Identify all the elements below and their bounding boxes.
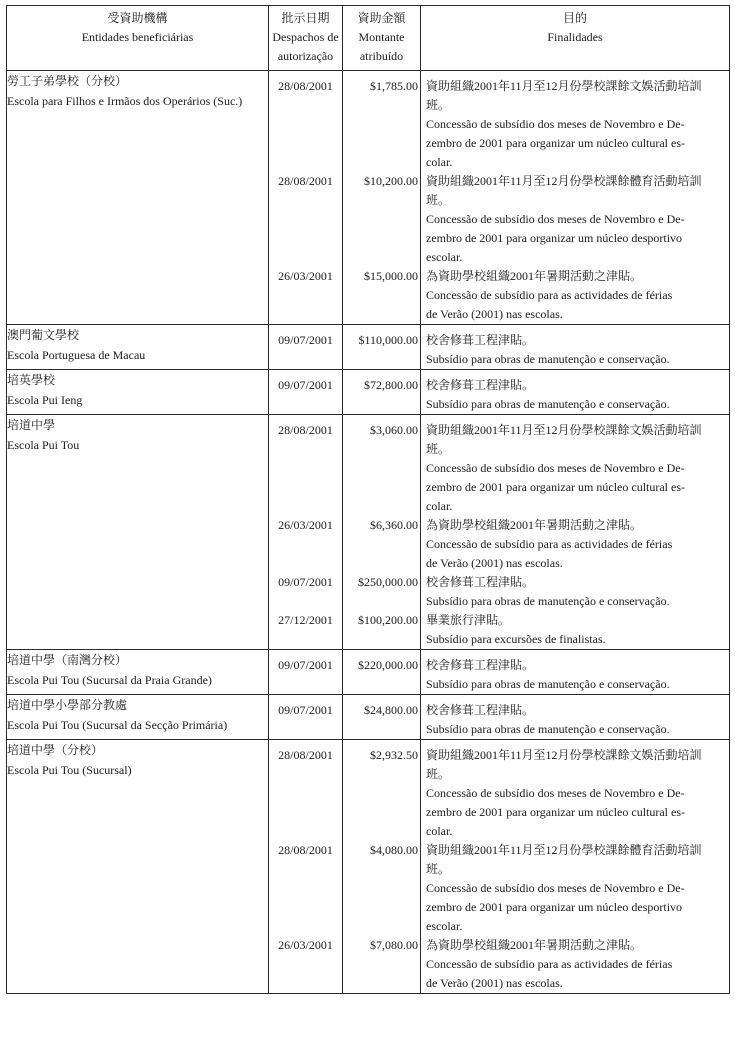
purpose-line: 資助組織2001年11月至12月份學校課餘文娛活動培訓 (426, 748, 702, 762)
grant-date: 09/07/2001 (278, 575, 333, 589)
header-purpose (421, 6, 730, 71)
grant-date: 09/07/2001 (278, 333, 333, 347)
table-row (7, 740, 730, 994)
grant-date: 09/07/2001 (278, 378, 333, 392)
purpose-line: 班。 (426, 767, 451, 781)
grant-date: 26/03/2001 (278, 269, 333, 283)
grant-purpose (421, 421, 729, 516)
entity-name-zh: 培道中學（南灣分校） (7, 653, 128, 667)
entity-name-pt: Escola Pui Tou (7, 438, 80, 452)
purpose-line: 為資助學校組織2001年暑期活動之津貼。 (426, 269, 643, 283)
purpose-line: Subsídio para obras de manutenção e conservação. (426, 594, 670, 608)
purpose-line: Subsídio para excursões de finalistas. (426, 632, 606, 646)
purpose-cell (421, 325, 730, 370)
grant-amount: $72,800.00 (364, 378, 418, 392)
purpose-line: 校舍修葺工程津貼。 (426, 658, 535, 672)
entity-cell (7, 71, 269, 325)
entity-cell (7, 325, 269, 370)
grant-purpose (421, 77, 729, 172)
purpose-line: zembro de 2001 para organizar um núcleo desportivo (426, 231, 683, 245)
purpose-line: de Verão (2001) nas escolas. (426, 307, 563, 321)
purpose-line: de Verão (2001) nas escolas. (426, 976, 563, 990)
grant-amount: $250,000.00 (358, 575, 418, 589)
date-cell (269, 650, 343, 695)
purpose-cell (421, 370, 730, 415)
entity-name-pt: Escola Portuguesa de Macau (7, 348, 146, 362)
table-row (7, 325, 730, 370)
grant-date: 28/08/2001 (278, 748, 333, 762)
date-cell (269, 370, 343, 415)
table-row (7, 71, 730, 325)
purpose-line: 資助組織2001年11月至12月份學校課餘體育活動培訓 (426, 174, 702, 188)
purpose-line: zembro de 2001 para organizar um núcleo cultural es- (426, 480, 686, 494)
grant-amount: $100,200.00 (358, 613, 418, 627)
amount-cell (343, 740, 421, 994)
entity-name-zh: 培英學校 (7, 373, 56, 387)
purpose-cell (421, 71, 730, 325)
amount-cell (343, 325, 421, 370)
purpose-line: 班。 (426, 193, 451, 207)
purpose-line: Subsídio para obras de manutenção e conservação. (426, 352, 670, 366)
purpose-line: Concessão de subsídio para as actividades de férias (426, 957, 673, 971)
entity-name-zh: 勞工子弟學校（分校） (7, 74, 128, 88)
header-amount (343, 6, 421, 71)
entity-cell (7, 415, 269, 650)
table-row (7, 650, 730, 695)
purpose-line: 資助組織2001年11月至12月份學校課餘體育活動培訓 (426, 843, 702, 857)
grant-amount: $6,360.00 (370, 518, 418, 532)
grant-date: 28/08/2001 (278, 79, 333, 93)
amount-cell (343, 370, 421, 415)
header-date (269, 6, 343, 71)
grant-date: 26/03/2001 (278, 518, 333, 532)
entity-cell (7, 740, 269, 994)
header-date-zh: 批示日期 (281, 11, 330, 25)
purpose-line: 校舍修葺工程津貼。 (426, 333, 535, 347)
purpose-line: Subsídio para obras de manutenção e conservação. (426, 722, 670, 736)
grant-purpose (421, 841, 729, 936)
grant-purpose (421, 573, 729, 611)
purpose-cell (421, 650, 730, 695)
grant-amount: $4,080.00 (370, 843, 418, 857)
header-amount-pt-line: atribuído (359, 49, 404, 63)
date-cell (269, 695, 343, 740)
entity-name-pt: Escola Pui Tou (Sucursal da Secção Primária) (7, 718, 228, 732)
grant-purpose (421, 936, 729, 993)
table-body (7, 71, 730, 994)
grant-date: 28/08/2001 (278, 843, 333, 857)
purpose-line: colar. (426, 824, 453, 838)
amount-cell (343, 695, 421, 740)
purpose-line: escolar. (426, 919, 463, 933)
grant-date: 09/07/2001 (278, 658, 333, 672)
grant-purpose (421, 701, 729, 739)
header-amount-zh: 資助金額 (357, 11, 406, 25)
purpose-line: 班。 (426, 98, 451, 112)
entity-name-zh: 澳門葡文學校 (7, 328, 80, 342)
grant-amount: $2,932.50 (370, 748, 418, 762)
header-date-pt-line: autorização (277, 49, 334, 63)
entity-name-pt: Escola para Filhos e Irmãos dos Operários (Suc.) (7, 94, 243, 108)
grant-date: 09/07/2001 (278, 703, 333, 717)
purpose-line: Concessão de subsídio dos meses de Novembro e De- (426, 117, 685, 131)
grant-date: 28/08/2001 (278, 174, 333, 188)
grant-purpose (421, 172, 729, 267)
date-cell (269, 415, 343, 650)
entity-name-pt: Escola Pui Ieng (7, 393, 83, 407)
purpose-cell (421, 695, 730, 740)
purpose-line: 為資助學校組織2001年暑期活動之津貼。 (426, 518, 643, 532)
grant-purpose (421, 376, 729, 414)
entity-name-pt: Escola Pui Tou (Sucursal) (7, 763, 132, 777)
purpose-cell (421, 415, 730, 650)
purpose-line: Concessão de subsídio dos meses de Novembro e De- (426, 786, 685, 800)
grant-purpose (421, 331, 729, 369)
header-date-pt-line: Despachos de (272, 30, 339, 44)
header-entity-pt: Entidades beneficiárias (81, 30, 194, 44)
table-header (7, 6, 730, 71)
purpose-line: 資助組織2001年11月至12月份學校課餘文娛活動培訓 (426, 423, 702, 437)
date-cell (269, 71, 343, 325)
purpose-line: 校舍修葺工程津貼。 (426, 575, 535, 589)
entity-name-zh: 培道中學小學部分教處 (7, 698, 128, 712)
grant-amount: $10,200.00 (364, 174, 418, 188)
grant-purpose (421, 746, 729, 841)
purpose-line: Concessão de subsídio dos meses de Novembro e De- (426, 461, 685, 475)
grant-purpose (421, 656, 729, 694)
purpose-line: 校舍修葺工程津貼。 (426, 703, 535, 717)
entity-cell (7, 370, 269, 415)
amount-cell (343, 650, 421, 695)
header-entity-zh: 受資助機構 (107, 11, 168, 25)
table-row (7, 415, 730, 650)
purpose-cell (421, 740, 730, 994)
grant-date: 26/03/2001 (278, 938, 333, 952)
grants-table (6, 5, 730, 994)
purpose-line: de Verão (2001) nas escolas. (426, 556, 563, 570)
amount-cell (343, 71, 421, 325)
grant-date: 27/12/2001 (278, 613, 333, 627)
grant-purpose (421, 611, 729, 649)
grant-date: 28/08/2001 (278, 423, 333, 437)
purpose-line: Concessão de subsídio para as actividades de férias (426, 288, 673, 302)
date-cell (269, 325, 343, 370)
grant-amount: $110,000.00 (358, 333, 418, 347)
header-purpose-zh: 目的 (562, 11, 587, 25)
table-row (7, 370, 730, 415)
grant-purpose (421, 516, 729, 573)
purpose-line: 班。 (426, 442, 451, 456)
grant-purpose (421, 267, 729, 324)
grant-amount: $7,080.00 (370, 938, 418, 952)
purpose-line: Subsídio para obras de manutenção e conservação. (426, 397, 670, 411)
grant-amount: $220,000.00 (358, 658, 418, 672)
table-row (7, 695, 730, 740)
purpose-line: Concessão de subsídio dos meses de Novembro e De- (426, 212, 685, 226)
purpose-line: colar. (426, 155, 453, 169)
purpose-line: 為資助學校組織2001年暑期活動之津貼。 (426, 938, 643, 952)
purpose-line: colar. (426, 499, 453, 513)
grant-amount: $1,785.00 (370, 79, 418, 93)
purpose-line: 資助組織2001年11月至12月份學校課餘文娛活動培訓 (426, 79, 702, 93)
header-entity (7, 6, 269, 71)
header-amount-pt-line: Montante (358, 30, 405, 44)
purpose-line: Concessão de subsídio para as actividades de férias (426, 537, 673, 551)
grant-amount: $24,800.00 (364, 703, 418, 717)
grant-amount: $3,060.00 (370, 423, 418, 437)
purpose-line: 畢業旅行津貼。 (426, 613, 511, 627)
purpose-line: zembro de 2001 para organizar um núcleo cultural es- (426, 136, 686, 150)
purpose-line: zembro de 2001 para organizar um núcleo cultural es- (426, 805, 686, 819)
entity-cell (7, 695, 269, 740)
entity-cell (7, 650, 269, 695)
purpose-line: Subsídio para obras de manutenção e conservação. (426, 677, 670, 691)
entity-name-zh: 培道中學 (7, 418, 56, 432)
purpose-line: 校舍修葺工程津貼。 (426, 378, 535, 392)
purpose-line: Concessão de subsídio dos meses de Novembro e De- (426, 881, 685, 895)
entity-name-zh: 培道中學（分校） (7, 743, 104, 757)
purpose-line: escolar. (426, 250, 463, 264)
purpose-line: 班。 (426, 862, 451, 876)
purpose-line: zembro de 2001 para organizar um núcleo desportivo (426, 900, 683, 914)
date-cell (269, 740, 343, 994)
header-purpose-pt: Finalidades (547, 30, 603, 44)
amount-cell (343, 415, 421, 650)
grant-amount: $15,000.00 (364, 269, 418, 283)
entity-name-pt: Escola Pui Tou (Sucursal da Praia Grande) (7, 673, 212, 687)
